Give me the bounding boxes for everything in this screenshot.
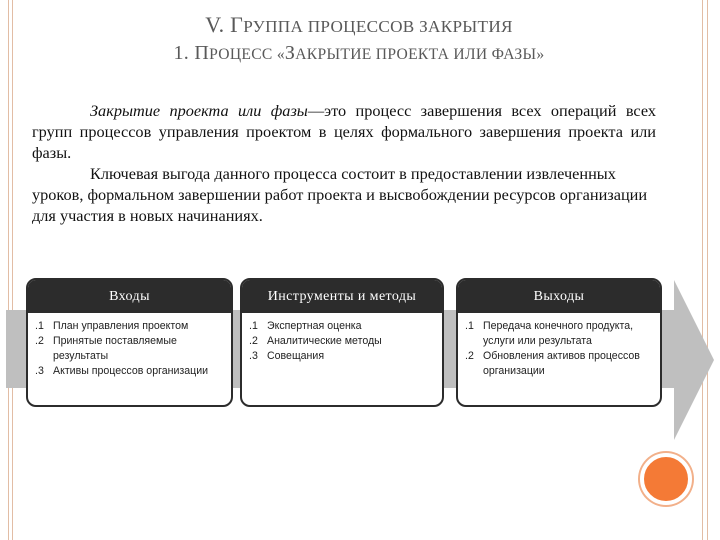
list-item: .1 Экспертная оценка (249, 320, 362, 332)
list-item: .1 Передача конечного продукта, услуги или результата (465, 320, 634, 347)
definition-term: Закрытие проекта или фазы (90, 101, 308, 120)
paragraph-definition (32, 100, 656, 163)
inputs-title: Входы (28, 280, 231, 313)
list-item: .2 Обновления активов процессов организации (465, 350, 640, 377)
slide-body (32, 100, 656, 226)
slide-title-line2: 1. ПРОЦЕСС «ЗАКРЫТИЕ ПРОЕКТА ИЛИ ФАЗЫ» (173, 42, 545, 64)
list-item: .1 План управления проектом (35, 320, 189, 332)
slide-title-line1: V. ГРУППА ПРОЦЕССОВ ЗАКРЫТИЯ (205, 12, 513, 37)
decorative-circle-icon (640, 453, 692, 505)
outputs-title: Выходы (458, 280, 660, 313)
inputs-list (28, 313, 231, 379)
list-item: .2 Принятые поставляемые результаты (35, 335, 177, 362)
tools-title: Инструменты и методы (242, 280, 442, 313)
list-item: .3 Активы процессов организации (35, 365, 209, 377)
outputs-list (458, 313, 660, 379)
definition-text: —это процесс завершения всех операций всех групп процессов управления проектом в целях формального завершения проекта или фазы. (32, 101, 656, 162)
process-diagram (6, 262, 716, 440)
outputs-box (456, 278, 662, 407)
list-item: .2 Аналитические методы (249, 335, 382, 347)
arrow-head-icon (674, 280, 714, 440)
inputs-box (26, 278, 233, 407)
tools-list (242, 313, 442, 364)
tools-box (240, 278, 444, 407)
list-item: .3 Совещания (249, 350, 325, 362)
paragraph-benefit: Ключевая выгода данного процесса состоит в предоставлении извлеченных уроков, формальном завершении работ проекта и высвобождении ресурсов организации для участия в новых начинаниях. (32, 164, 648, 225)
